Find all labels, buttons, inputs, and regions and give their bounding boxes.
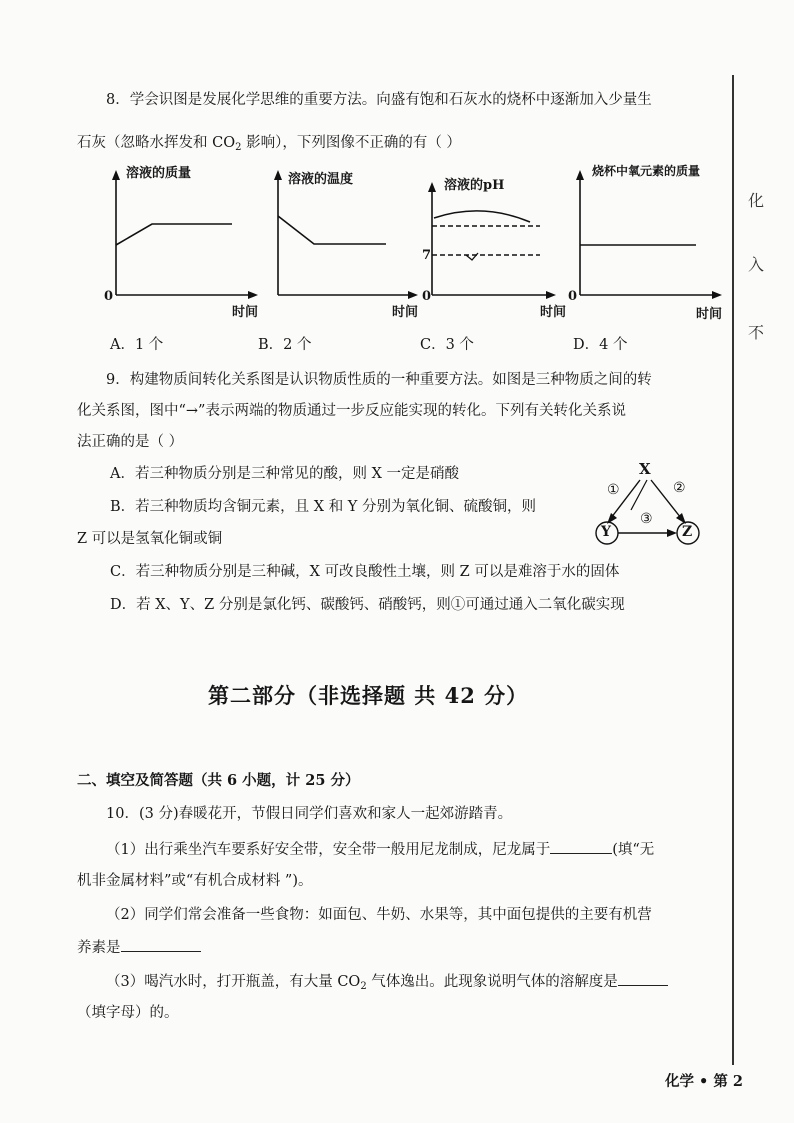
graph-solution-ph bbox=[420, 158, 590, 323]
graph-1-origin: 0 bbox=[104, 289, 114, 304]
q8-line-1: 8．学会识图是发展化学思维的重要方法。向盛有饱和石灰水的烧杯中逐渐加入少量生 bbox=[106, 92, 652, 108]
q10-part-2-line-2: 养素是 bbox=[77, 936, 201, 958]
q9-option-b-line-1: B．若三种物质均含铜元素，且 X 和 Y 分别为氧化铜、硫酸铜，则 bbox=[110, 499, 536, 515]
graph-3-xlabel: 时间 bbox=[540, 305, 567, 320]
graph-oxygen-mass bbox=[568, 158, 734, 323]
graph-1-axes bbox=[104, 158, 274, 323]
node-x: X bbox=[639, 460, 651, 478]
graph-1-ylabel: 溶液的质量 bbox=[126, 166, 192, 181]
q9-option-b-line-2: Z 可以是氢氧化铜或铜 bbox=[77, 531, 223, 547]
answer-blank-2[interactable] bbox=[121, 936, 201, 952]
answer-blank-3[interactable] bbox=[618, 970, 668, 986]
edge-3-label: ③ bbox=[640, 511, 653, 527]
graph-3-origin: 0 bbox=[422, 289, 432, 304]
q10-part-1-line-1: （1）出行乘坐汽车要系好安全带，安全带一般用尼龙制成，尼龙属于 (填“无 bbox=[106, 838, 654, 860]
graph-4-xlabel: 时间 bbox=[696, 307, 723, 322]
section-heading: 二、填空及简答题（共 6 小题，计 25 分） bbox=[77, 772, 360, 789]
edge-1-label: ① bbox=[607, 482, 620, 498]
q9-option-d: D．若 X、Y、Z 分别是氯化钙、碳酸钙、硝酸钙，则①可通过通入二氧化碳实现 bbox=[110, 597, 625, 613]
answer-blank-1[interactable] bbox=[550, 838, 612, 854]
q9-option-c: C．若三种物质分别是三种碱，X 可改良酸性土壤，则 Z 可以是难溶于水的固体 bbox=[110, 564, 620, 580]
graph-4-axes bbox=[568, 158, 734, 323]
graph-1-xlabel: 时间 bbox=[232, 305, 259, 320]
q9-conversion-diagram bbox=[585, 458, 715, 550]
margin-char-1: 化 bbox=[748, 191, 765, 210]
graph-4-origin: 0 bbox=[568, 289, 578, 304]
part-two-title: 第二部分（非选择题 共 42 分） bbox=[208, 683, 529, 708]
graph-solution-temperature bbox=[266, 158, 436, 323]
graph-4-ylabel: 烧杯中氧元素的质量 bbox=[592, 164, 701, 178]
graph-2-ylabel: 溶液的温度 bbox=[288, 172, 354, 187]
q8-line-2: 石灰（忽略水挥发和 $CO_2$ 影响），下列图像不正确的有（ ） bbox=[77, 135, 461, 153]
margin-char-3: 不 bbox=[748, 323, 765, 342]
q10-part-2-line-1: （2）同学们常会准备一些食物：如面包、牛奶、水果等，其中面包提供的主要有机营 bbox=[106, 907, 652, 923]
q10-part-3-line-1: （3）喝汽水时，打开瓶盖，有大量 $CO_2$ 气体逸出。此现象说明气体的溶解度是 bbox=[106, 970, 668, 997]
q8-option-b: B．2 个 bbox=[258, 337, 312, 353]
graph-2-xlabel: 时间 bbox=[392, 305, 419, 320]
q9-option-a: A．若三种物质分别是三种常见的酸，则 X 一定是硝酸 bbox=[110, 466, 460, 482]
graph-3-ylabel: 溶液的pH bbox=[444, 178, 505, 193]
q10-stem: 10．(3 分)春暖花开，节假日同学们喜欢和家人一起郊游踏青。 bbox=[106, 806, 513, 822]
graph-solution-mass bbox=[104, 158, 274, 323]
page-footer: 化学 • 第 2 bbox=[665, 1073, 744, 1090]
q9-line-2: 化关系图，图中“→”表示两端的物质通过一步反应能实现的转化。下列有关转化关系说 bbox=[77, 403, 626, 419]
q8-option-d: D．4 个 bbox=[573, 337, 628, 353]
margin-char-2: 入 bbox=[748, 255, 765, 274]
q8-option-a: A．1 个 bbox=[110, 337, 164, 353]
node-y: Y bbox=[601, 524, 611, 540]
q9-line-3: 法正确的是（ ） bbox=[77, 434, 184, 450]
q9-line-1: 9．构建物质间转化关系图是认识物质性质的一种重要方法。如图是三种物质之间的转 bbox=[106, 372, 652, 388]
q10-part-1-line-2: 机非金属材料”或“有机合成材料 ”)。 bbox=[77, 873, 313, 889]
q10-part-3-line-2: （填字母）的。 bbox=[77, 1005, 179, 1021]
q8-option-c: C．3 个 bbox=[420, 337, 474, 353]
node-z: Z bbox=[682, 524, 693, 540]
graph-3-ytick-7: 7 bbox=[422, 248, 432, 263]
edge-2-label: ② bbox=[673, 480, 686, 496]
